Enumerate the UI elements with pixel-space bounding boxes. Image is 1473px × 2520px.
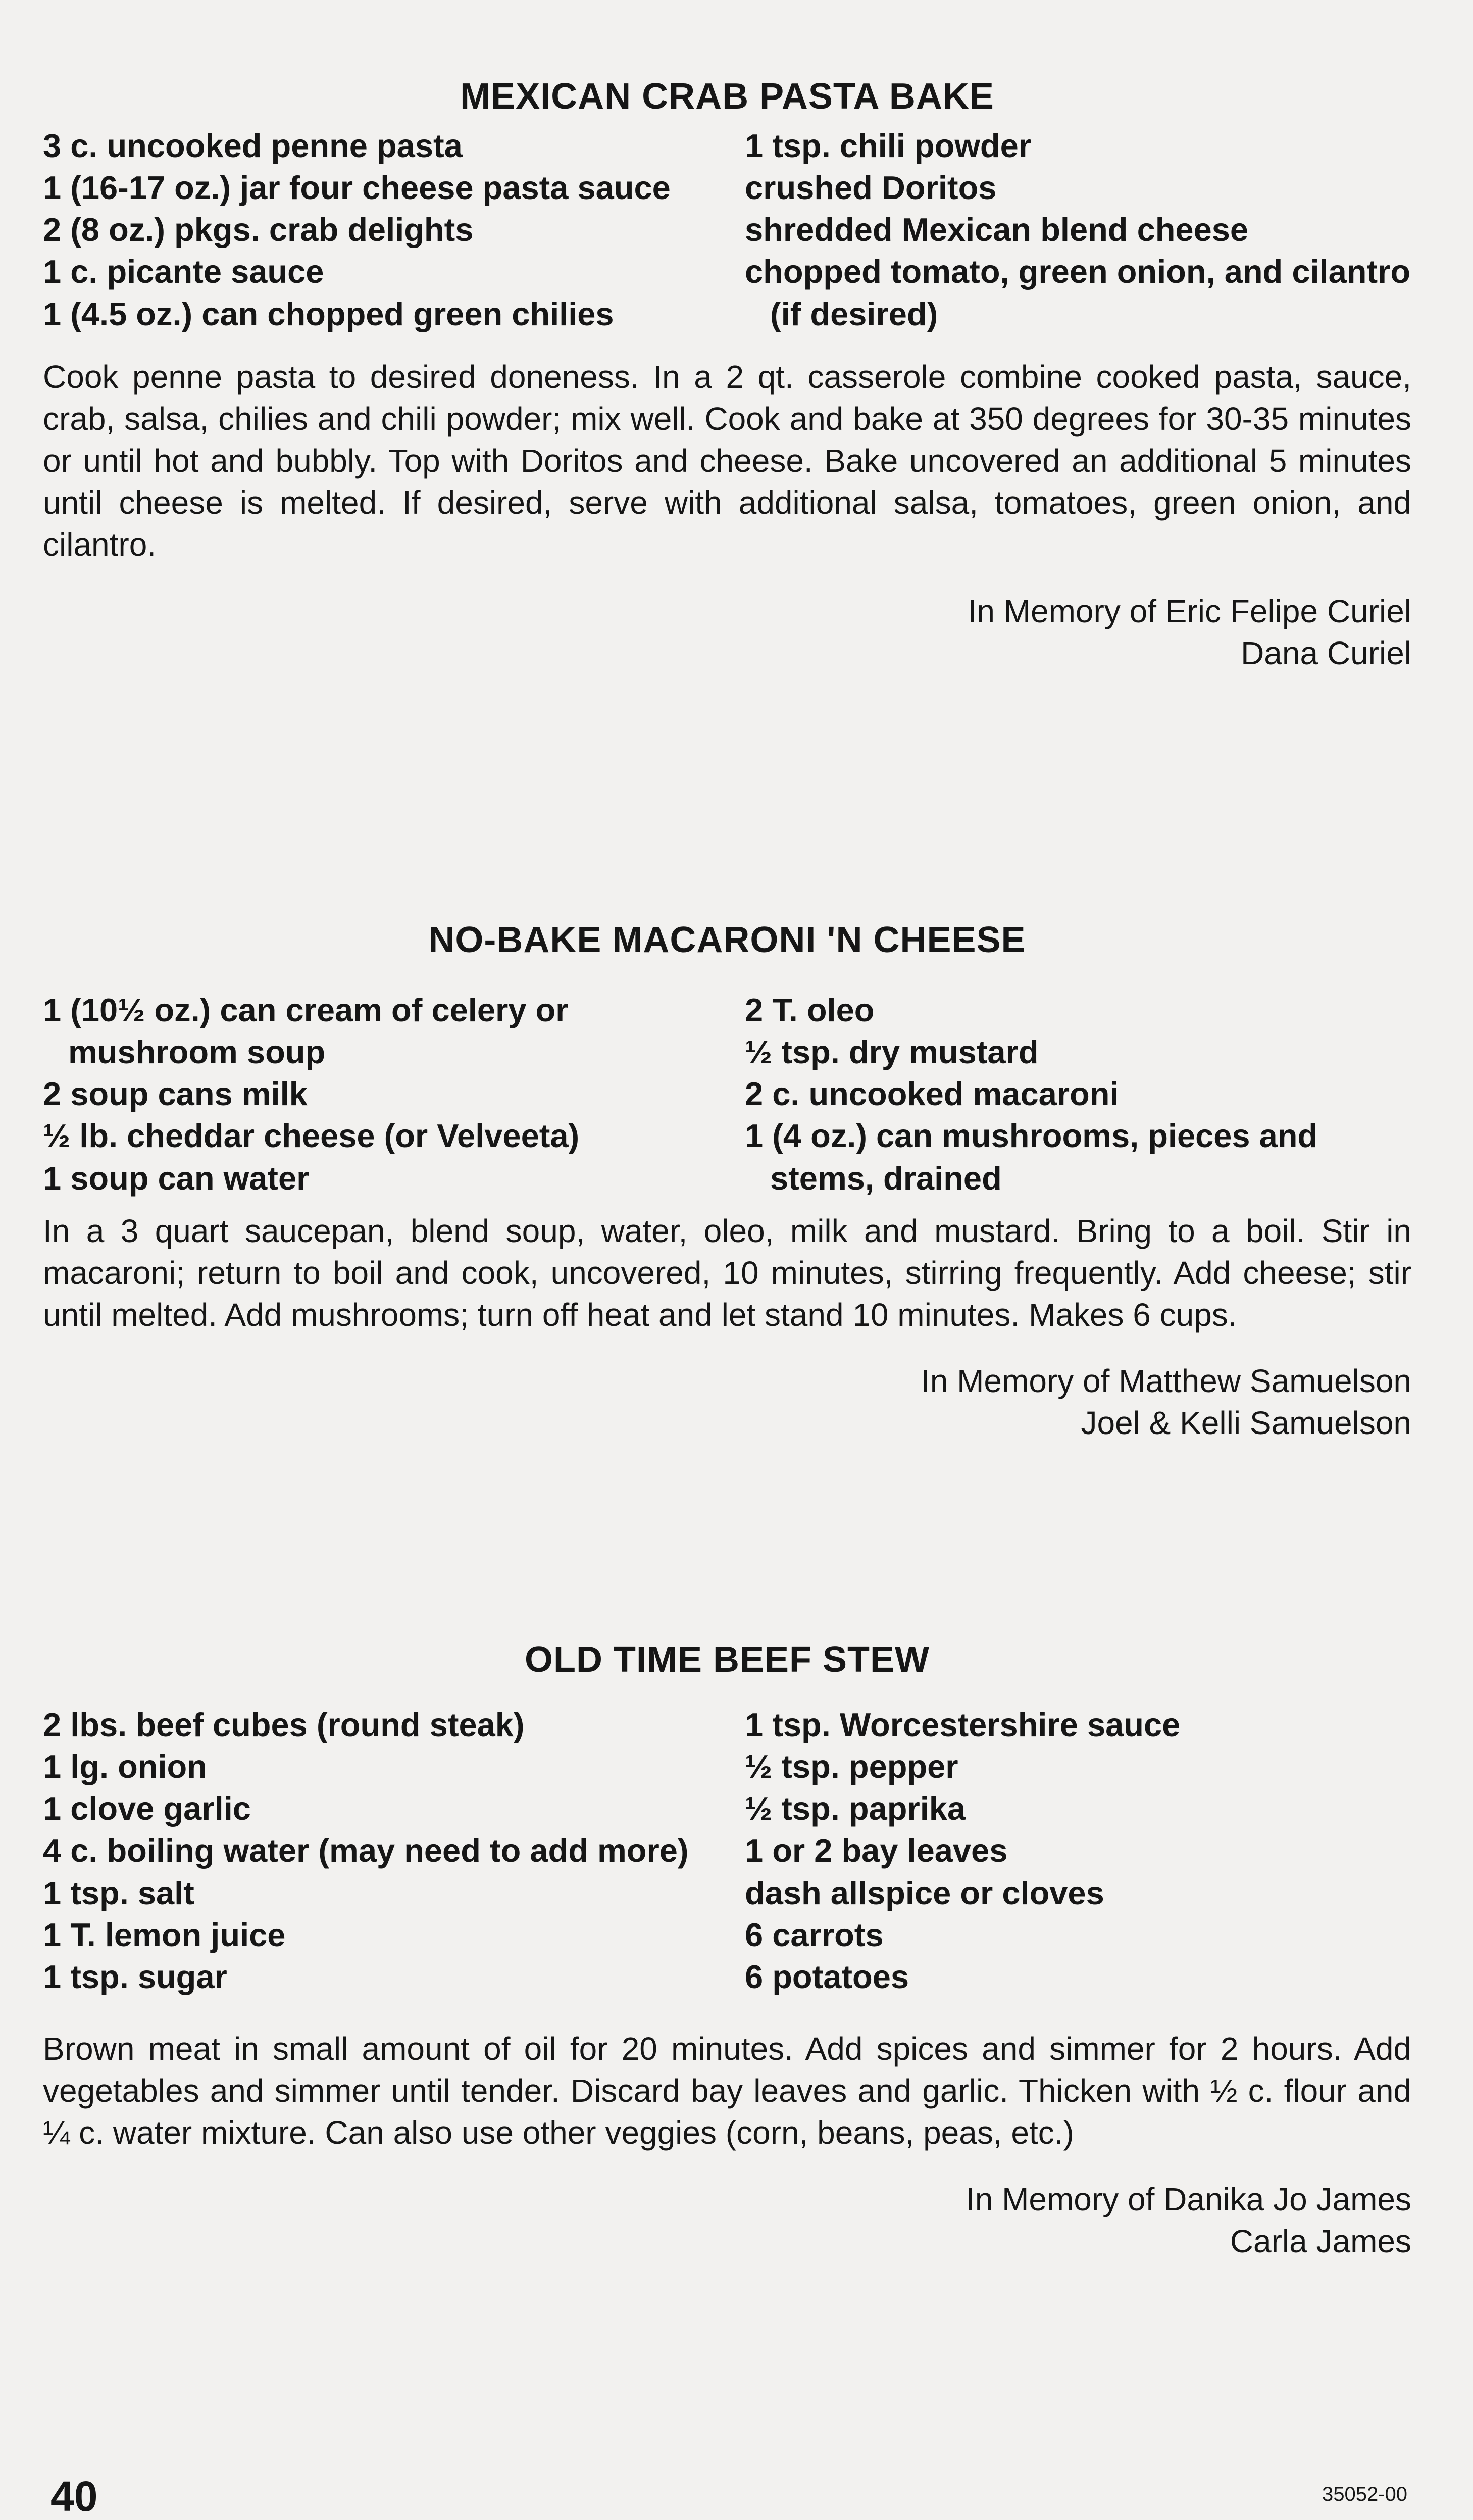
recipe-title: MEXICAN CRAB PASTA BAKE [460,76,994,117]
ingredient-list [43,1704,1411,1998]
contributor-name: Joel & Kelli Samuelson [1081,1405,1411,1442]
ingredient: dash allspice or cloves [745,1874,1104,1911]
ingredient: crushed Doritos [745,169,997,206]
ingredient: 1 clove garlic [43,1790,251,1827]
ingredient: 2 (8 oz.) pkgs. crab delights [43,211,474,249]
ingredient: 3 c. uncooked penne pasta [43,127,463,164]
ingredient-column-right [745,989,1411,1199]
ingredient: ½ tsp. paprika [745,1790,966,1827]
ingredient: 1 soup can water [43,1159,310,1197]
recipe-credits [43,1360,1411,1444]
recipe-directions: Cook penne pasta to desired doneness. In a 2 qt. casserole combine cooked pasta, sauce, crab, salsa, chilies and chili powder; mix well. Cook and bake at 350 degrees for 30-35 minutes or until hot and bubbly. Top with Doritos and cheese. Bake uncovered an additional 5 minutes until cheese is melted. If desired, serve with additional salsa, tomatoes, green onion, and cilantro. [43,358,1411,563]
ingredient-list [43,989,1411,1199]
recipe-no-bake-macaroni-n-cheese [43,919,1411,1445]
contributor-name: Carla James [1230,2222,1411,2259]
ingredient: ½ tsp. dry mustard [745,1033,1039,1070]
ingredient: 2 soup cans milk [43,1075,308,1113]
ingredient: 1 tsp. chili powder [745,127,1032,164]
catalog-code: 35052-00 [1322,2483,1407,2505]
ingredient-column-left [43,1704,745,1998]
ingredient: 1 T. lemon juice [43,1916,286,1953]
ingredient: ½ tsp. pepper [745,1748,958,1785]
ingredient: 6 potatoes [745,1958,909,1995]
ingredient: 1 lg. onion [43,1748,207,1785]
ingredient-column-right [745,125,1411,335]
ingredient: 1 tsp. sugar [43,1958,227,1995]
page-number: 40 [50,2473,98,2520]
ingredient: shredded Mexican blend cheese [745,211,1249,249]
ingredient: chopped tomato, green onion, and cilantro (if desired) [745,253,1411,332]
memorial-line: In Memory of Matthew Samuelson [921,1363,1411,1400]
recipe-credits [43,2179,1411,2262]
recipe-old-time-beef-stew [43,1639,1411,2262]
contributor-name: Dana Curiel [1241,634,1411,671]
ingredient: 1 (16-17 oz.) jar four cheese pasta sauce [43,169,671,206]
recipe-directions: Brown meat in small amount of oil for 20 minutes. Add spices and simmer for 2 hours. Add vegetables and simmer until tender. Discard bay leaves and garlic. Thicken with ½ c. flour and ¼ c. water mixture. Can also use other veggies (corn, beans, peas, etc.) [43,2031,1411,2151]
ingredient-column-left [43,989,745,1199]
memorial-line: In Memory of Danika Jo James [966,2181,1411,2217]
ingredient: 1 tsp. salt [43,1874,194,1911]
ingredient: 6 carrots [745,1916,884,1953]
ingredient: ½ lb. cheddar cheese (or Velveeta) [43,1117,580,1155]
ingredient: 4 c. boiling water (may need to add more) [43,1832,689,1869]
ingredient-column-right [745,1704,1411,1998]
ingredient: 2 c. uncooked macaroni [745,1075,1119,1113]
ingredient: 1 c. picante sauce [43,253,324,290]
ingredient: 1 tsp. Worcestershire sauce [745,1706,1181,1743]
recipe-title: OLD TIME BEEF STEW [525,1640,930,1680]
ingredient: 2 T. oleo [745,991,875,1028]
recipe-title: NO-BAKE MACARONI 'N CHEESE [428,920,1026,960]
memorial-line: In Memory of Eric Felipe Curiel [968,592,1411,629]
ingredient-column-left [43,125,745,335]
ingredient: 1 (4.5 oz.) can chopped green chilies [43,295,614,332]
recipe-credits [43,590,1411,674]
recipe-directions: In a 3 quart saucepan, blend soup, water, oleo, milk and mustard. Bring to a boil. Stir in macaroni; return to boil and cook, uncovered, 10 minutes, stirring frequently. Add cheese; stir until melted. Add mushrooms; turn off heat and let stand 10 minutes. Makes 6 cups. [43,1212,1411,1333]
ingredient: 1 (4 oz.) can mushrooms, pieces and stems, drained [745,1117,1318,1197]
recipe-mexican-crab-pasta-bake [43,76,1411,674]
ingredient: 2 lbs. beef cubes (round steak) [43,1706,525,1743]
ingredient-list [43,125,1411,335]
ingredient: 1 (10½ oz.) can cream of celery or mushroom soup [43,991,569,1070]
ingredient: 1 or 2 bay leaves [745,1832,1008,1869]
